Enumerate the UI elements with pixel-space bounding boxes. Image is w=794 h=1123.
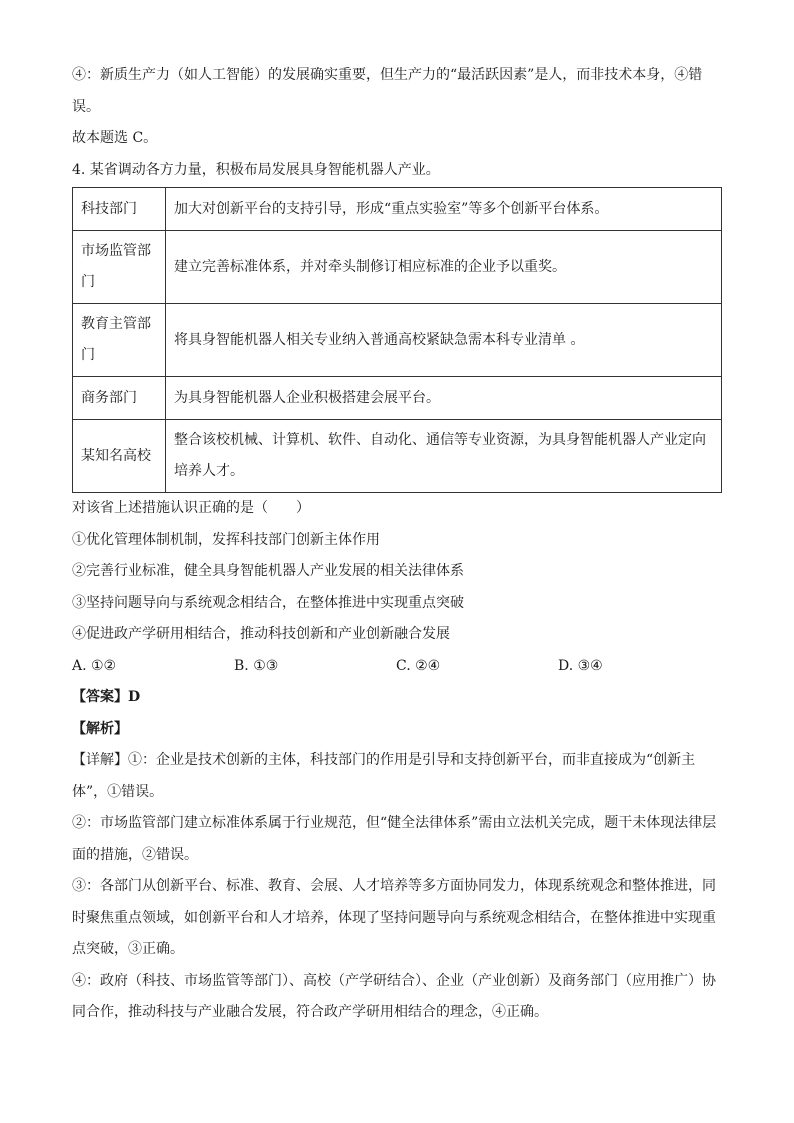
dept-cell: 市场监管部门: [73, 231, 166, 304]
question-stem: 4. 某省调动各方力量，积极布局发展具身智能机器人产业。: [72, 161, 440, 178]
analysis-paragraph: 【详解】①：企业是技术创新的主体，科技部门的作用是引导和支持创新平台，而非直接成为“创新主体”，①错误。: [72, 752, 696, 800]
analysis-paragraph: ④：政府（科技、市场监管等部门）、高校（产学研结合）、企业（产业创新）及商务部门（应用推广）协同合作，推动科技与产业融合发展，符合政产学研用相结合的理念，④正确。: [72, 972, 716, 1020]
option-b: B. ①③: [234, 657, 279, 674]
choice-conclusion: 故本题选 C。: [72, 130, 158, 146]
analysis-heading: 【解析】: [72, 720, 128, 737]
document-page: [72, 60, 722, 1029]
dept-cell: 科技部门: [73, 188, 166, 231]
dept-cell: 商务部门: [73, 377, 166, 420]
option-d: D. ③④: [558, 657, 603, 674]
statement: ②完善行业标准，健全具身智能机器人产业发展的相关法律体系: [72, 563, 464, 579]
previous-answer-line: ④：新质生产力（如人工智能）的发展确实重要，但生产力的“最活跃因素”是人，而非技术本身，④错误。: [72, 67, 703, 115]
measures-table: [72, 187, 722, 493]
measure-cell: 建立完善标准体系，并对牵头制修订相应标准的企业予以重奖。: [166, 231, 722, 304]
table-row: [73, 304, 722, 377]
dept-cell: 某知名高校: [73, 420, 166, 493]
option-a: A. ①②: [72, 657, 117, 674]
statement: ①优化管理体制机制，发挥科技部门创新主体作用: [72, 531, 380, 548]
table-row: [73, 420, 722, 493]
answer-options: [72, 651, 722, 683]
answer-line: 【答案】D: [72, 689, 141, 705]
measure-cell: 整合该校机械、计算机、软件、自动化、通信等专业资源，为具身智能机器人产业定向培养人才。: [166, 420, 722, 493]
option-c: C. ②④: [396, 657, 441, 674]
table-row: [73, 231, 722, 304]
analysis-paragraph: ②：市场监管部门建立标准体系属于行业规范，但“健全法律体系”需由立法机关完成，题干未体现法律层面的措施，②错误。: [72, 815, 717, 863]
statement: ③坚持问题导向与系统观念相结合，在整体推进中实现重点突破: [72, 594, 464, 611]
table-row: [73, 188, 722, 231]
table-row: [73, 377, 722, 420]
question-prompt: 对该省上述措施认识正确的是（ ）: [72, 500, 310, 516]
measure-cell: 加大对创新平台的支持引导，形成“重点实验室”等多个创新平台体系。: [166, 188, 722, 231]
statement: ④促进政产学研用相结合，推动科技创新和产业创新融合发展: [72, 626, 450, 642]
analysis-paragraph: ③：各部门从创新平台、标准、教育、会展、人才培养等多方面协同发力，体现系统观念和整体推进，同时聚焦重点领域，如创新平台和人才培养，体现了坚持问题导向与系统观念相结合，在整体推进中实现重点突破，③正确。: [72, 878, 716, 957]
measure-cell: 为具身智能机器人企业积极搭建会展平台。: [166, 377, 722, 420]
dept-cell: 教育主管部门: [73, 304, 166, 377]
measure-cell: 将具身智能机器人相关专业纳入普通高校紧缺急需本科专业清单 。: [166, 304, 722, 377]
